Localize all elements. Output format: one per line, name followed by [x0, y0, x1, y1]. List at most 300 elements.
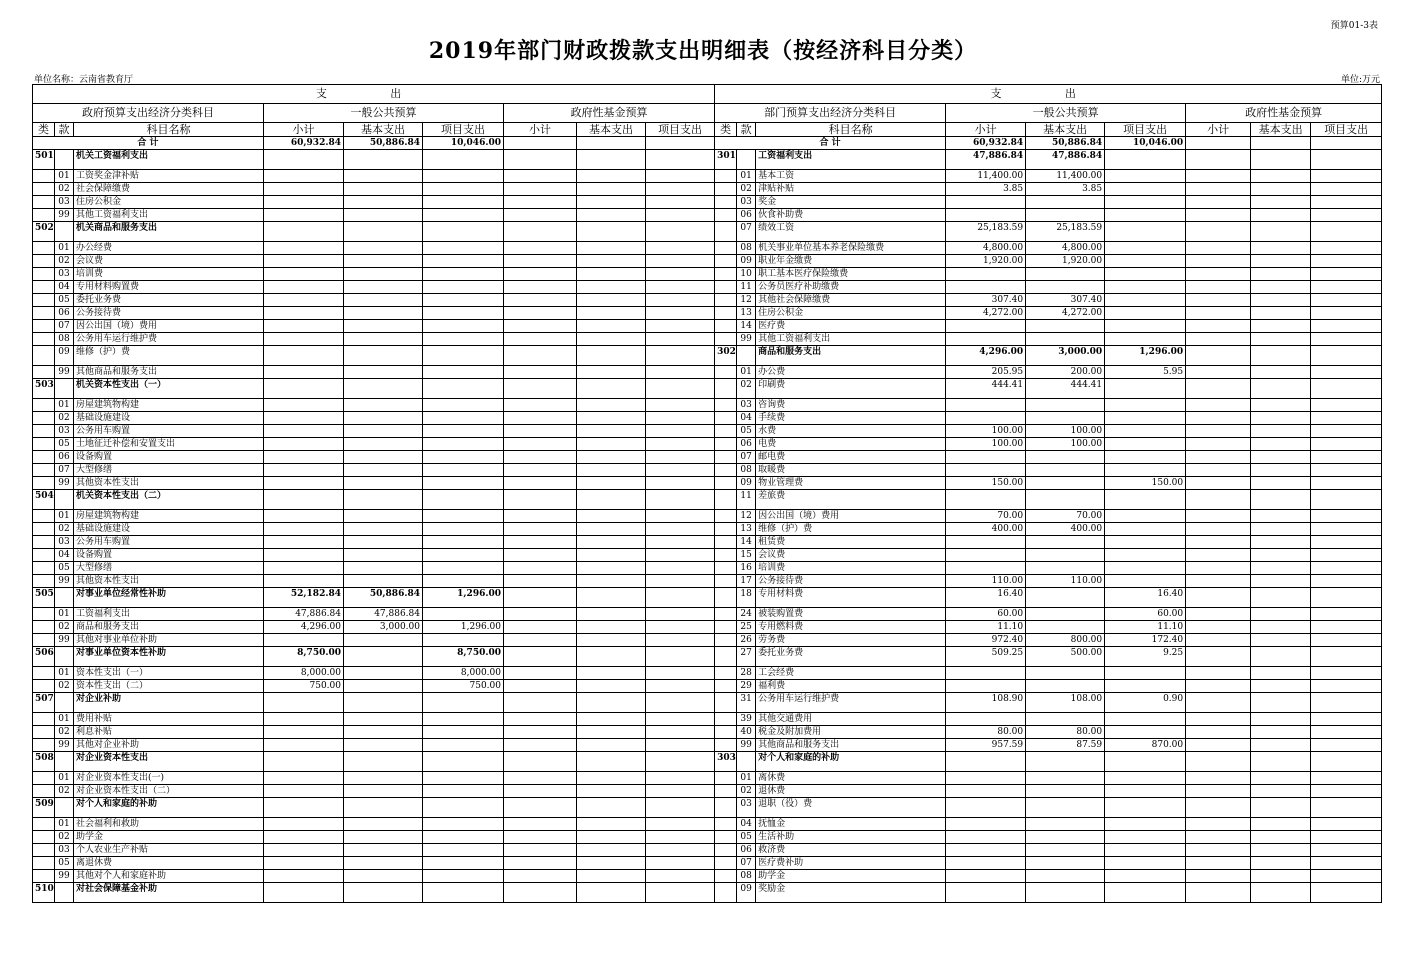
cell-fund-project [1311, 451, 1382, 464]
cell-project: 8,000.00 [423, 667, 504, 680]
cell-subtotal [264, 739, 344, 752]
cell-basic: 400.00 [1026, 523, 1105, 536]
cell-lei [33, 510, 55, 523]
table-row [33, 870, 1382, 883]
cell-basic: 100.00 [1026, 425, 1105, 438]
cell-basic [344, 425, 423, 438]
cell-basic: 47,886.84 [344, 608, 423, 621]
cell-basic: 47,886.84 [1026, 150, 1105, 170]
cell-item-name: 住房公积金 [756, 307, 946, 320]
currency-unit: 单位:万元 [1340, 75, 1380, 85]
cell-subtotal [264, 772, 344, 785]
cell-lei [715, 798, 737, 818]
cell-fund-basic [1251, 536, 1311, 549]
cell-fund-subtotal [504, 399, 577, 412]
cell-basic [344, 477, 423, 490]
cell-fund-subtotal [1186, 785, 1251, 798]
cell-fund-subtotal [1186, 621, 1251, 634]
cell-fund-project [1311, 739, 1382, 752]
cell-fund-project [646, 680, 715, 693]
cell-lei [715, 268, 737, 281]
cell-basic [1026, 713, 1105, 726]
cell-item-name: 离退休费 [74, 857, 264, 870]
cell-item-name: 专用材料购置费 [74, 281, 264, 294]
cell-kuan: 99 [55, 739, 74, 752]
cell-fund-basic [1251, 752, 1311, 772]
cell-lei [715, 772, 737, 785]
table-row [33, 425, 1382, 438]
cell-project [1105, 870, 1186, 883]
col-basic: 基本支出 [577, 123, 646, 137]
cell-kuan: 01 [737, 772, 756, 785]
cell-kuan: 06 [55, 307, 74, 320]
cell-basic [344, 242, 423, 255]
cell-project: 1,296.00 [423, 621, 504, 634]
cell-fund-project [646, 772, 715, 785]
cell-item-name: 设备购置 [74, 549, 264, 562]
cell-fund-project [646, 222, 715, 242]
cell-subtotal [264, 536, 344, 549]
cell-kuan: 01 [55, 399, 74, 412]
cell-fund-project [1311, 307, 1382, 320]
cell-project [1105, 464, 1186, 477]
cell-project: 8,750.00 [423, 647, 504, 667]
total-cell: 50,886.84 [1026, 137, 1105, 150]
cell-item-name: 对企业资本性支出(一) [74, 772, 264, 785]
cell-subtotal [946, 451, 1026, 464]
cell-kuan: 08 [737, 870, 756, 883]
cell-kuan: 99 [55, 366, 74, 379]
cell-fund-project [646, 425, 715, 438]
cell-fund-basic [1251, 268, 1311, 281]
cell-subtotal: 47,886.84 [946, 150, 1026, 170]
cell-lei [33, 562, 55, 575]
cell-basic [344, 333, 423, 346]
cell-fund-subtotal [504, 242, 577, 255]
cell-subtotal [946, 831, 1026, 844]
cell-fund-subtotal [504, 451, 577, 464]
cell-project [423, 399, 504, 412]
cell-project: 16.40 [1105, 588, 1186, 608]
cell-basic [344, 438, 423, 451]
cell-subtotal [264, 366, 344, 379]
cell-kuan: 03 [737, 196, 756, 209]
cell-lei [33, 307, 55, 320]
cell-project [1105, 562, 1186, 575]
cell-subtotal [264, 268, 344, 281]
cell-kuan: 99 [55, 575, 74, 588]
cell-lei: 510 [33, 883, 55, 903]
table-row [33, 333, 1382, 346]
cell-item-name: 公务用车运行维护费 [756, 693, 946, 713]
cell-kuan: 02 [55, 523, 74, 536]
cell-kuan: 11 [737, 281, 756, 294]
cell-fund-project [1311, 281, 1382, 294]
cell-subtotal: 4,272.00 [946, 307, 1026, 320]
cell-fund-subtotal [504, 831, 577, 844]
cell-fund-project [646, 412, 715, 425]
cell-kuan: 01 [55, 242, 74, 255]
cell-basic [1026, 399, 1105, 412]
cell-fund-project [646, 536, 715, 549]
cell-fund-basic [577, 739, 646, 752]
cell-lei [715, 425, 737, 438]
cell-subtotal [264, 222, 344, 242]
total-cell: 10,046.00 [423, 137, 504, 150]
cell-project [1105, 857, 1186, 870]
cell-kuan: 08 [737, 464, 756, 477]
cell-fund-basic [1251, 150, 1311, 170]
table-row [33, 562, 1382, 575]
cell-lei [715, 549, 737, 562]
cell-lei [33, 412, 55, 425]
cell-fund-project [646, 647, 715, 667]
page-title: 2019年部门财政拨款支出明细表（按经济科目分类） [428, 38, 978, 64]
cell-project [1105, 150, 1186, 170]
table-row [33, 621, 1382, 634]
table-row [33, 209, 1382, 222]
col-project: 项目支出 [646, 123, 715, 137]
cell-fund-project [646, 857, 715, 870]
col-subtotal: 小计 [264, 123, 344, 137]
cell-fund-project [1311, 772, 1382, 785]
cell-item-name: 其他对个人和家庭补助 [74, 870, 264, 883]
cell-lei [715, 562, 737, 575]
cell-subtotal [264, 831, 344, 844]
cell-fund-basic [577, 785, 646, 798]
cell-fund-basic [1251, 621, 1311, 634]
cell-item-name: 利息补贴 [74, 726, 264, 739]
left-general-budget-header: 一般公共预算 [264, 104, 504, 123]
cell-fund-project [646, 575, 715, 588]
cell-lei [33, 772, 55, 785]
cell-basic [1026, 621, 1105, 634]
table-row [33, 634, 1382, 647]
cell-fund-basic [577, 399, 646, 412]
cell-lei [33, 451, 55, 464]
cell-kuan: 09 [737, 477, 756, 490]
cell-project [1105, 536, 1186, 549]
cell-fund-basic [1251, 170, 1311, 183]
cell-project [1105, 451, 1186, 464]
cell-project [423, 818, 504, 831]
cell-lei: 507 [33, 693, 55, 713]
cell-item-name: 机关商品和服务支出 [74, 222, 264, 242]
cell-fund-project [646, 713, 715, 726]
cell-project [1105, 752, 1186, 772]
cell-fund-project [646, 870, 715, 883]
cell-item-name: 房屋建筑物构建 [74, 399, 264, 412]
cell-kuan: 04 [737, 818, 756, 831]
cell-basic: 80.00 [1026, 726, 1105, 739]
cell-fund-project [646, 667, 715, 680]
cell-basic: 50,886.84 [344, 588, 423, 608]
cell-fund-basic [1251, 634, 1311, 647]
cell-item-name: 印刷费 [756, 379, 946, 399]
cell-subtotal [264, 798, 344, 818]
cell-fund-basic [577, 523, 646, 536]
cell-item-name: 对企业资本性支出 [74, 752, 264, 772]
cell-basic [344, 831, 423, 844]
cell-fund-project [646, 634, 715, 647]
cell-fund-basic [1251, 798, 1311, 818]
cell-fund-subtotal [504, 739, 577, 752]
cell-fund-subtotal [504, 412, 577, 425]
cell-fund-basic [577, 752, 646, 772]
cell-fund-basic [1251, 346, 1311, 366]
cell-fund-subtotal [1186, 150, 1251, 170]
cell-fund-project [646, 510, 715, 523]
cell-basic [344, 647, 423, 667]
table-row [33, 680, 1382, 693]
left-fund-budget-header: 政府性基金预算 [504, 104, 715, 123]
cell-subtotal [264, 333, 344, 346]
cell-basic [344, 366, 423, 379]
cell-project [423, 693, 504, 713]
cell-kuan: 02 [55, 726, 74, 739]
cell-project [423, 510, 504, 523]
cell-kuan: 02 [55, 831, 74, 844]
cell-fund-subtotal [504, 281, 577, 294]
cell-fund-basic [1251, 562, 1311, 575]
cell-basic [1026, 268, 1105, 281]
cell-fund-subtotal [504, 562, 577, 575]
cell-fund-subtotal [504, 634, 577, 647]
cell-kuan: 06 [737, 844, 756, 857]
cell-subtotal [264, 294, 344, 307]
cell-basic [344, 294, 423, 307]
cell-subtotal [946, 536, 1026, 549]
cell-fund-subtotal [1186, 379, 1251, 399]
table-row [33, 150, 1382, 170]
cell-basic: 444.41 [1026, 379, 1105, 399]
cell-subtotal: 11.10 [946, 621, 1026, 634]
cell-project: 11.10 [1105, 621, 1186, 634]
cell-subtotal: 11,400.00 [946, 170, 1026, 183]
cell-project [423, 150, 504, 170]
cell-fund-subtotal [1186, 831, 1251, 844]
cell-fund-project [646, 333, 715, 346]
cell-item-name: 委托业务费 [756, 647, 946, 667]
cell-lei [33, 844, 55, 857]
cell-project [423, 575, 504, 588]
cell-fund-basic [1251, 438, 1311, 451]
cell-fund-project [1311, 438, 1382, 451]
cell-subtotal: 307.40 [946, 294, 1026, 307]
cell-item-name: 其他工资福利支出 [756, 333, 946, 346]
cell-kuan: 39 [737, 713, 756, 726]
cell-subtotal [264, 183, 344, 196]
cell-basic: 3.85 [1026, 183, 1105, 196]
cell-project [423, 523, 504, 536]
col-lei: 类 [33, 123, 55, 137]
cell-project: 60.00 [1105, 608, 1186, 621]
cell-fund-basic [577, 242, 646, 255]
cell-item-name: 职工基本医疗保险缴费 [756, 268, 946, 281]
cell-project [423, 785, 504, 798]
cell-fund-subtotal [504, 196, 577, 209]
cell-kuan: 12 [737, 510, 756, 523]
cell-fund-subtotal [504, 510, 577, 523]
cell-item-name: 津贴补贴 [756, 183, 946, 196]
table-row [33, 588, 1382, 608]
cell-item-name: 设备购置 [74, 451, 264, 464]
cell-kuan: 03 [737, 798, 756, 818]
cell-basic [344, 575, 423, 588]
cell-item-name: 工资福利支出 [756, 150, 946, 170]
cell-fund-project [1311, 752, 1382, 772]
cell-fund-basic [577, 294, 646, 307]
cell-item-name: 对社会保障基金补助 [74, 883, 264, 903]
cell-item-name: 费用补贴 [74, 713, 264, 726]
cell-fund-project [646, 621, 715, 634]
cell-project [423, 242, 504, 255]
col-subtotal: 小计 [504, 123, 577, 137]
table-row [33, 196, 1382, 209]
cell-fund-project [646, 549, 715, 562]
cell-fund-basic [1251, 726, 1311, 739]
cell-fund-subtotal [504, 647, 577, 667]
cell-item-name: 对个人和家庭的补助 [756, 752, 946, 772]
cell-basic [344, 870, 423, 883]
cell-kuan: 26 [737, 634, 756, 647]
cell-basic: 3,000.00 [1026, 346, 1105, 366]
cell-project: 150.00 [1105, 477, 1186, 490]
cell-fund-basic [577, 464, 646, 477]
cell-basic [344, 183, 423, 196]
cell-fund-subtotal [1186, 477, 1251, 490]
cell-fund-project [1311, 366, 1382, 379]
cell-kuan: 07 [737, 451, 756, 464]
cell-lei: 301 [715, 150, 737, 170]
cell-item-name: 绩效工资 [756, 222, 946, 242]
cell-basic: 307.40 [1026, 294, 1105, 307]
col-subtotal: 小计 [946, 123, 1026, 137]
cell-item-name: 商品和服务支出 [74, 621, 264, 634]
cell-fund-basic [1251, 667, 1311, 680]
cell-project [1105, 281, 1186, 294]
cell-lei [715, 536, 737, 549]
cell-project [423, 196, 504, 209]
cell-kuan: 01 [737, 170, 756, 183]
cell-fund-project [1311, 464, 1382, 477]
cell-kuan: 05 [55, 438, 74, 451]
cell-kuan: 06 [55, 451, 74, 464]
cell-lei [715, 438, 737, 451]
cell-lei [715, 379, 737, 399]
cell-fund-project [1311, 870, 1382, 883]
cell-project [1105, 844, 1186, 857]
cell-fund-project [1311, 588, 1382, 608]
cell-kuan: 01 [55, 713, 74, 726]
cell-lei [715, 667, 737, 680]
cell-kuan: 01 [55, 608, 74, 621]
cell-lei [715, 726, 737, 739]
cell-kuan: 99 [55, 209, 74, 222]
cell-basic [344, 346, 423, 366]
cell-item-name: 住房公积金 [74, 196, 264, 209]
cell-fund-basic [1251, 412, 1311, 425]
cell-project [1105, 726, 1186, 739]
cell-project [1105, 425, 1186, 438]
cell-basic [1026, 412, 1105, 425]
cell-fund-basic [577, 883, 646, 903]
cell-basic [344, 412, 423, 425]
cell-fund-subtotal [1186, 255, 1251, 268]
cell-project [1105, 196, 1186, 209]
cell-subtotal: 25,183.59 [946, 222, 1026, 242]
cell-project [423, 477, 504, 490]
cell-basic [1026, 333, 1105, 346]
cell-kuan: 03 [55, 268, 74, 281]
cell-project: 1,296.00 [1105, 346, 1186, 366]
cell-item-name: 资本性支出（二） [74, 680, 264, 693]
cell-kuan: 27 [737, 647, 756, 667]
cell-basic [344, 281, 423, 294]
cell-kuan: 05 [55, 294, 74, 307]
cell-lei [33, 294, 55, 307]
table-row [33, 464, 1382, 477]
unit-name: 单位名称：云南省教育厅 [34, 75, 134, 85]
col-subtotal: 小计 [1186, 123, 1251, 137]
cell-fund-project [1311, 412, 1382, 425]
cell-basic: 1,920.00 [1026, 255, 1105, 268]
cell-item-name: 其他社会保障缴费 [756, 294, 946, 307]
cell-basic [344, 752, 423, 772]
cell-subtotal [264, 209, 344, 222]
cell-lei [33, 726, 55, 739]
cell-lei [33, 608, 55, 621]
cell-basic [1026, 680, 1105, 693]
cell-fund-subtotal [1186, 399, 1251, 412]
cell-basic: 3,000.00 [344, 621, 423, 634]
cell-basic [1026, 477, 1105, 490]
cell-lei [33, 667, 55, 680]
cell-basic [344, 523, 423, 536]
total-label: 合 计 [715, 137, 946, 150]
cell-fund-basic [1251, 713, 1311, 726]
col-basic: 基本支出 [1026, 123, 1105, 137]
cell-kuan: 01 [55, 818, 74, 831]
cell-fund-subtotal [1186, 196, 1251, 209]
cell-item-name: 专用燃料费 [756, 621, 946, 634]
cell-lei [715, 464, 737, 477]
cell-item-name: 培训费 [756, 562, 946, 575]
cell-kuan [55, 222, 74, 242]
cell-fund-basic [577, 281, 646, 294]
cell-item-name: 资本性支出（一） [74, 667, 264, 680]
cell-subtotal [264, 379, 344, 399]
cell-lei [715, 255, 737, 268]
cell-fund-subtotal [504, 438, 577, 451]
document-code: 预算01-3表 [1330, 21, 1378, 31]
cell-project [423, 634, 504, 647]
table-row [33, 798, 1382, 818]
cell-fund-basic [1251, 647, 1311, 667]
cell-fund-basic [1251, 818, 1311, 831]
cell-project [423, 294, 504, 307]
cell-fund-project [646, 438, 715, 451]
table-row [33, 242, 1382, 255]
cell-subtotal [946, 857, 1026, 870]
cell-project [423, 255, 504, 268]
cell-lei [715, 785, 737, 798]
cell-subtotal: 8,750.00 [264, 647, 344, 667]
cell-fund-project [1311, 608, 1382, 621]
table-row [33, 523, 1382, 536]
cell-subtotal: 3.85 [946, 183, 1026, 196]
cell-lei [33, 523, 55, 536]
